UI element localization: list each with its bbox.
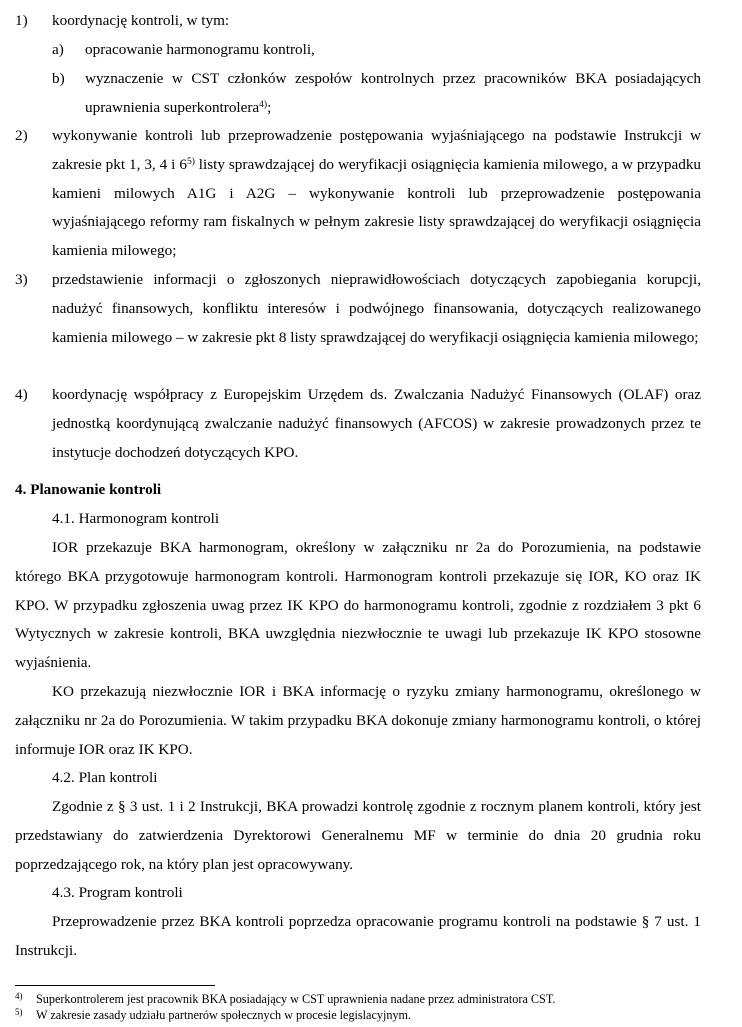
list-item-number: 3) [15,271,28,288]
list-item-4 [15,381,701,467]
sub-item-letter: b) [52,70,65,87]
footnote-ref-4: 4) [259,99,268,110]
sub-item-a [52,36,701,65]
list-item-number: 1) [15,12,28,29]
list-item-2-text-a: wykonywanie kontroli lub przeprowadzenie postępowania wyjaśniającego na podstawie Instrukcji w zakresie pkt 1, 3, 4 i 6 [52,127,701,173]
subsection-title-4-2: 4.2. Plan kontroli [52,769,158,786]
sub-item-b-text: wyznaczenie w CST członków zespołów kontrolnych przez pracowników BKA posiadających uprawnienia superkontrolera [85,70,701,116]
section-heading: 4. Planowanie kontroli [15,481,162,498]
list-item-text [52,122,701,266]
list-item-2-text-b: listy sprawdzającej do weryfikacji osiągnięcia kamienia milowego, a w przypadku kamieni milowych A1G i A2G – wykonywanie kontroli lub przeprowadzenie postępowania wyjaśniającego reformy ram fiskalnych w pełnym zakresie listy sprawdzającej do weryfikacji osiągnięcia kamienia milowego; [52,155,702,260]
footnote-mark: 5) [15,1007,23,1017]
footnote-separator [15,985,215,986]
list-item-3 [15,266,701,352]
sub-item-b [52,65,701,123]
footnote-text: Superkontrolerem jest pracownik BKA posiadający w CST uprawnienia nadane przez administratora CST. [36,992,556,1006]
list-item-text: przedstawienie informacji o zgłoszonych nieprawidłowościach dotyczących zapobiegania korupcji, nadużyć finansowych, konfliktu interesów i podwójnego finansowania, dotyczących realizowanego kamienia milowego – w zakresie pkt 8 listy sprawdzającej do weryfikacji osiągnięcia kamienia milowego; [52,271,701,346]
sub-item-b-end: ; [267,98,272,116]
list-item-number: 4) [15,386,28,403]
footnote-ref-5: 5) [186,156,195,167]
subsection-title-4-1: 4.1. Harmonogram kontroli [52,510,220,527]
list-item-number: 2) [15,127,28,144]
list-item-text: koordynację kontroli, w tym: [52,12,230,29]
footnote-mark: 4) [15,991,23,1001]
sub-item-letter: a) [52,41,64,58]
list-item-2 [15,122,701,266]
paragraph-harmonogram-2: KO przekazują niezwłocznie IOR i BKA informację o ryzyku zmiany harmonogramu, określonego w załączniku nr 2a do Porozumienia. W takim przypadku BKA dokonuje zmiany harmonogramu kontroli, o której informuje IOR oraz IK KPO. [15,683,701,758]
sub-item-text [85,65,701,123]
footnote-text: W zakresie zasady udziału partnerów społecznych w procesie legislacyjnym. [36,1008,412,1022]
paragraph-harmonogram-1: IOR przekazuje BKA harmonogram, określony w załączniku nr 2a do Porozumienia, na podstawie którego BKA przygotowuje harmonogram kontroli. Harmonogram kontroli przekazuje się IOR, KO oraz IK KPO. W przypadku zgłoszenia uwag przez IK KPO do harmonogramu kontroli, zgodnie z rozdziałem 3 pkt 6 Wytycznych w zakresie kontroli, BKA uwzględnia niezwłocznie te uwagi lub przekazuje IK KPO stosowne wyjaśnienia. [15,539,701,672]
sub-item-text: opracowanie harmonogramu kontroli, [85,41,315,58]
list-item-1 [15,7,701,36]
paragraph-program: Przeprowadzenie przez BKA kontroli poprzedza opracowanie programu kontroli na podstawie § 7 ust. 1 Instrukcji. [15,913,701,959]
footnote-4 [15,991,701,1007]
subsection-title-4-3: 4.3. Program kontroli [52,884,183,901]
footnote-5 [15,1007,701,1023]
list-item-text: koordynację współpracy z Europejskim Urzędem ds. Zwalczania Nadużyć Finansowych (OLAF) oraz jednostką koordynującą zwalczanie nadużyć finansowych (AFCOS) w zakresie prowadzonych przez te instytucje dochodzeń dotyczących KPO. [52,386,701,461]
paragraph-plan: Zgodnie z § 3 ust. 1 i 2 Instrukcji, BKA prowadzi kontrolę zgodnie z rocznym planem kontroli, który jest przedstawiany do zatwierdzenia Dyrektorowi Generalnemu MF w terminie do dnia 20 grudnia roku poprzedzającego rok, na który plan jest opracowywany. [15,798,701,873]
